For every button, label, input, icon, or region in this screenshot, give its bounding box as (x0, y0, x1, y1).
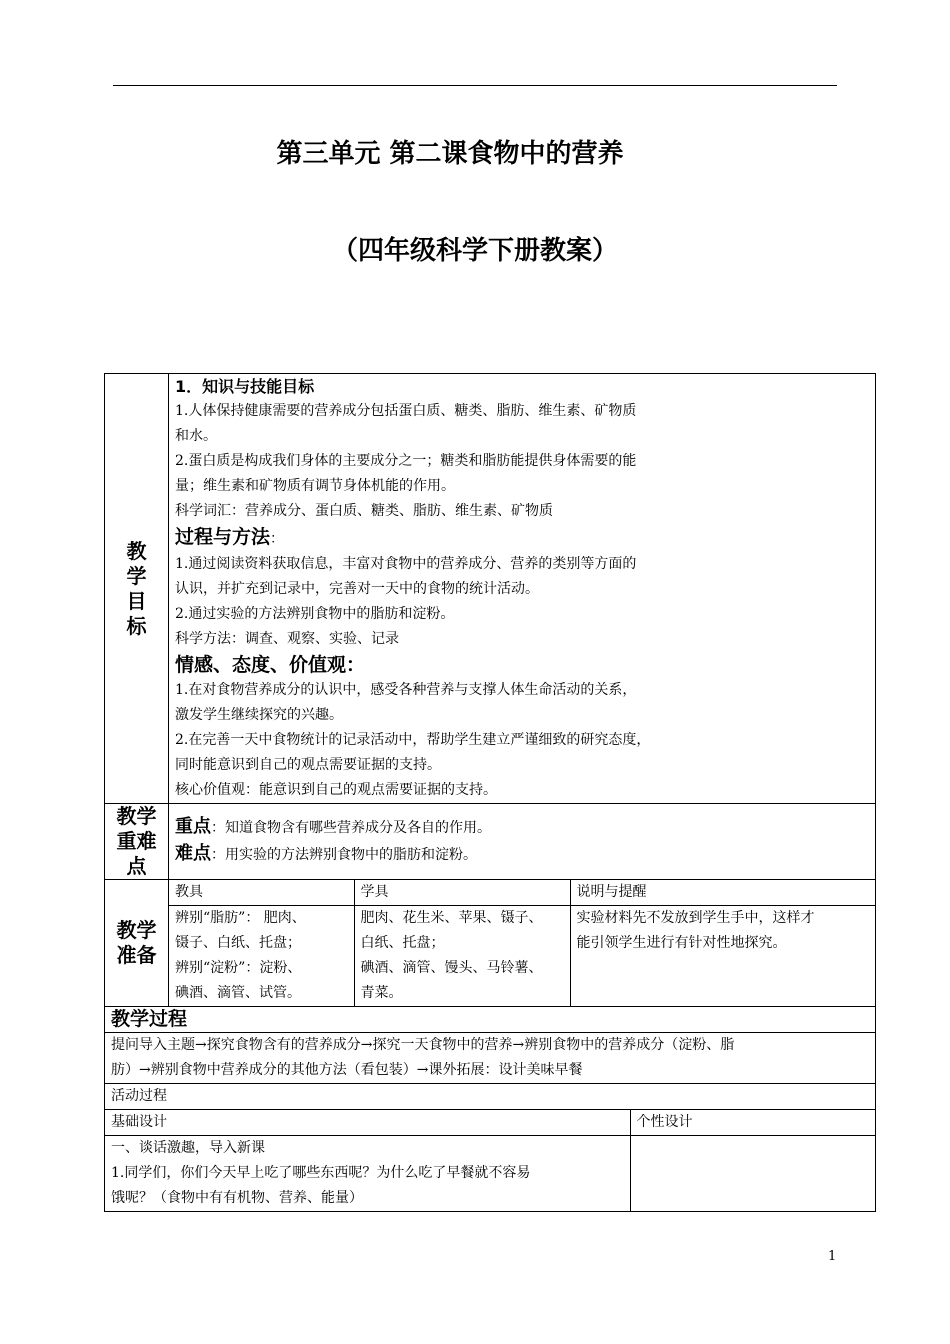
activity-label: 活动过程 (105, 1084, 876, 1110)
student-materials-cell (354, 906, 570, 1007)
attitude-line: 同时能意识到自己的观点需要证据的支持。 (175, 757, 441, 773)
preparation-content (169, 880, 876, 1007)
knowledge-line: 2.蛋白质是构成我们身体的主要成分之一；糖类和脂肪能提供身体需要的能 (175, 453, 637, 469)
preparation-header-row (169, 880, 875, 906)
teaching-aid-line: 辨别“脂肪”： 肥肉、 (175, 910, 306, 926)
step-line: 一、谈话激趣，导入新课 (111, 1140, 265, 1156)
preparation-body-row (169, 906, 875, 1007)
teaching-aid-line: 辨别“淀粉”：淀粉、 (175, 960, 302, 976)
attitude-heading: 情感、态度、价值观： (175, 654, 366, 676)
design-table (105, 1110, 875, 1211)
preparation-label: 教学准备 (105, 880, 169, 1007)
teaching-aids-cell (169, 906, 354, 1007)
header-rule (113, 85, 837, 86)
key-points-label: 教学重难点 (105, 804, 169, 880)
teaching-aid-line: 碘酒、滴管、试管。 (175, 985, 301, 1001)
student-material-line: 青菜。 (360, 985, 403, 1001)
process-line: 1.通过阅读资料获取信息，丰富对食物中的营养成分、营养的类别等方面的 (175, 556, 637, 572)
step-line: 饿呢？（食物中有有机物、营养、能量） (111, 1190, 363, 1206)
activity-row (105, 1084, 876, 1110)
knowledge-line: 1.人体保持健康需要的营养成分包括蛋白质、糖类、脂肪、维生素、矿物质 (175, 403, 637, 419)
basic-design-header: 基础设计 (105, 1110, 630, 1136)
knowledge-line: 量；维生素和矿物质有调节身体机能的作用。 (175, 478, 455, 494)
step-line: 1.同学们，你们今天早上吃了哪些东西呢？为什么吃了早餐就不容易 (111, 1165, 531, 1181)
process-title: 教学过程 (105, 1007, 876, 1033)
process-flow (105, 1033, 876, 1084)
attitude-line: 激发学生继续探究的兴趣。 (175, 707, 343, 723)
objectives-content (169, 374, 876, 804)
lesson-plan-table (104, 373, 876, 1212)
note-line: 实验材料先不发放到学生手中，这样才 (576, 910, 815, 926)
objectives-label: 教学目标 (126, 538, 147, 638)
personal-design-header: 个性设计 (636, 1114, 693, 1130)
note-line: 能引领学生进行有针对性地探究。 (576, 935, 787, 951)
knowledge-heading: 1．知识与技能目标 (175, 377, 315, 396)
personal-design-content (630, 1136, 875, 1212)
student-material-line: 白纸、托盘； (360, 935, 445, 951)
header-teaching-aids: 教具 (169, 880, 354, 906)
key-point-text: ：知道食物含有哪些营养成分及各自的作用。 (211, 820, 491, 836)
attitude-line: 2.在完善一天中食物统计的记录活动中，帮助学生建立严谨细致的研究态度， (175, 732, 651, 748)
difficult-point-text: ：用实验的方法辨别食物中的脂肪和淀粉。 (211, 847, 477, 863)
notes-cell (570, 906, 875, 1007)
difficult-point-label: 难点 (175, 843, 211, 864)
document-subtitle: （四年级科学下册教案） (331, 236, 618, 266)
student-material-line: 肥肉、花生米、苹果、镊子、 (360, 910, 543, 926)
header-student-materials: 学具 (354, 880, 570, 906)
key-points-row (105, 804, 876, 880)
process-line: 认识，并扩充到记录中，完善对一天中的食物的统计活动。 (175, 581, 539, 597)
document-title: 第三单元 第二课食物中的营养 (276, 139, 624, 169)
attitude-line: 核心价值观：能意识到自己的观点需要证据的支持。 (175, 782, 497, 798)
key-points-content (169, 804, 876, 880)
process-line: 科学方法：调查、观察、实验、记录 (175, 631, 399, 647)
knowledge-line: 和水。 (175, 428, 217, 444)
key-point-label: 重点 (175, 816, 211, 837)
design-header-row (105, 1110, 876, 1212)
basic-design-content (105, 1136, 630, 1212)
objectives-row (105, 374, 876, 804)
teaching-aid-line: 镊子、白纸、托盘； (175, 935, 301, 951)
preparation-table (169, 880, 875, 1006)
process-heading-colon: ： (270, 531, 285, 547)
flow-line: 肪）→辨别食物中营养成分的其他方法（看包装）→课外拓展：设计美味早餐 (111, 1062, 583, 1078)
process-flow-row (105, 1033, 876, 1084)
attitude-line: 1.在对食物营养成分的认识中，感受各种营养与支撑人体生命活动的关系， (175, 682, 637, 698)
objectives-label-cell (105, 374, 169, 804)
preparation-row (105, 880, 876, 1007)
process-title-row (105, 1007, 876, 1033)
process-line: 2.通过实验的方法辨别食物中的脂肪和淀粉。 (175, 606, 455, 622)
process-heading: 过程与方法 (175, 526, 271, 548)
flow-line: 提问导入主题→探究食物含有的营养成分→探究一天食物中的营养→辨别食物中的营养成分（淀粉、脂 (111, 1037, 735, 1053)
student-material-line: 碘酒、滴管、馒头、马铃薯、 (360, 960, 543, 976)
page-number: 1 (828, 1249, 837, 1264)
header-notes: 说明与提醒 (570, 880, 875, 906)
knowledge-line: 科学词汇：营养成分、蛋白质、糖类、脂肪、维生素、矿物质 (175, 503, 553, 519)
